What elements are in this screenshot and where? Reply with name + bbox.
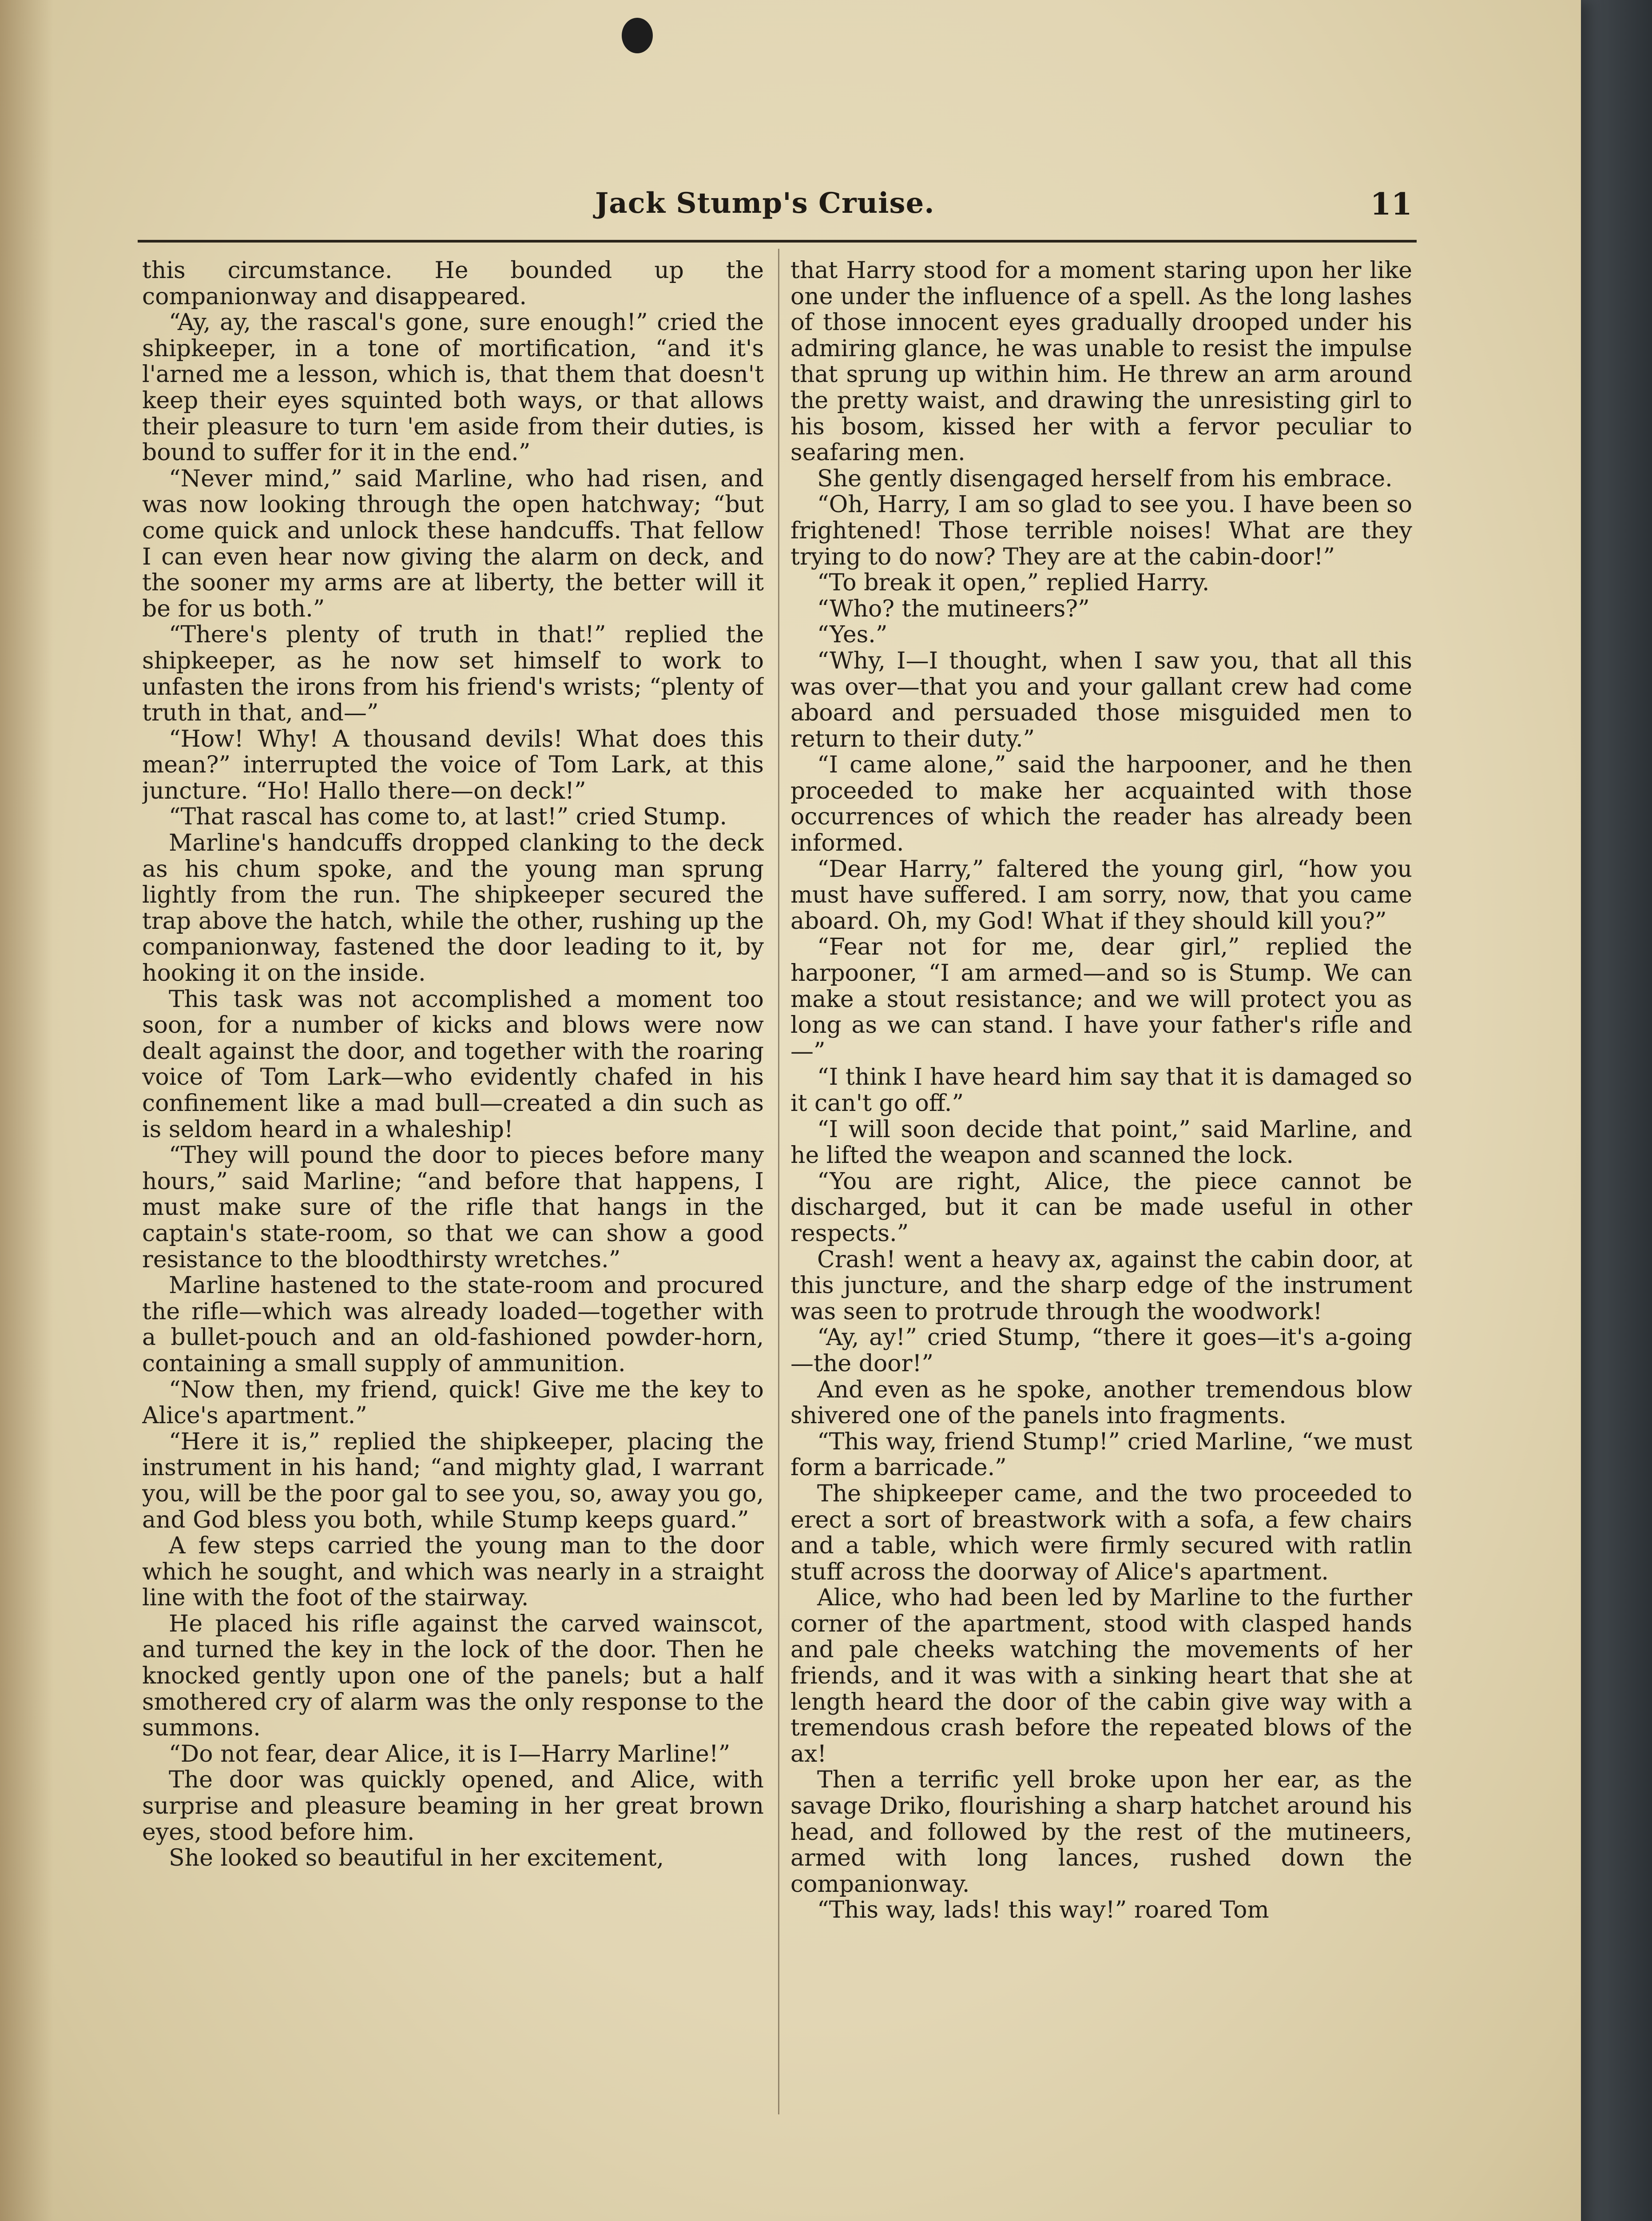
paragraph: “Dear Harry,” faltered the young girl, “how you must have suffered. I am sorry, now, that you came aboard. Oh, my God! What if they should kill you?” bbox=[790, 856, 1412, 935]
paragraph: “Why, I—I thought, when I saw you, that all this was over—that you and your gallant crew had come aboard and persuaded those misguided men to return to their duty.” bbox=[790, 647, 1412, 752]
paragraph: The shipkeeper came, and the two proceeded to erect a sort of breastwork with a sofa, a few chairs and a table, which were firmly secured with ratlin stuff across the doorway of Alice's apartment. bbox=[790, 1480, 1412, 1585]
paragraph: “Now then, my friend, quick! Give me the key to Alice's apartment.” bbox=[142, 1376, 764, 1429]
paragraph: This task was not accomplished a moment too soon, for a number of kicks and blows were now dealt against the door, and together with the roaring voice of Tom Lark—who evidently chafed in his confinement like a mad bull—created a din such as is seldom heard in a whaleship! bbox=[142, 986, 764, 1143]
paragraph: “To break it open,” replied Harry. bbox=[817, 569, 1210, 597]
paragraph: “Yes.” bbox=[817, 621, 888, 649]
paragraph: “This way, friend Stump!” cried Marline, “we must form a barricade.” bbox=[790, 1428, 1412, 1481]
text-column-right bbox=[790, 258, 1412, 2123]
page-header bbox=[142, 187, 1412, 235]
paragraph: this circumstance. He bounded up the companionway and disappeared. bbox=[142, 258, 764, 310]
header-rule bbox=[138, 240, 1417, 243]
paragraph: Marline's handcuffs dropped clanking to the deck as his chum spoke, and the young man sprung lightly from the run. The shipkeeper secured the trap above the hatch, while the other, rushing up the companionway, fastened the door leading to it, by hooking it on the inside. bbox=[142, 830, 764, 987]
paragraph: “Oh, Harry, I am so glad to see you. I have been so frightened! Those terrible noises! What are they trying to do now? They are at the cabin-door!” bbox=[790, 491, 1412, 570]
paragraph: The door was quickly opened, and Alice, with surprise and pleasure beaming in her great brown eyes, stood before him. bbox=[142, 1767, 764, 1846]
paragraph: “I think I have heard him say that it is damaged so it can't go off.” bbox=[790, 1064, 1412, 1117]
paragraph: “Ay, ay, the rascal's gone, sure enough!” cried the shipkeeper, in a tone of mortification, “and it's l'arned me a lesson, which is, that them that doesn't keep their eyes squinted both ways, or that allows their pleasure to turn 'em aside from their duties, is bound to suffer for it in the end.” bbox=[142, 309, 764, 466]
paragraph: Marline hastened to the state-room and procured the rifle—which was already loaded—together with a bullet-pouch and an old-fashioned powder-horn, containing a small supply of ammunition. bbox=[142, 1272, 764, 1377]
column-divider bbox=[778, 249, 779, 2114]
paragraph: “Never mind,” said Marline, who had risen, and was now looking through the open hatchway; “but come quick and unlock these handcuffs. That fellow I can even hear now giving the alarm on deck, and the sooner my arms are at liberty, the better will it be for us both.” bbox=[142, 465, 764, 622]
page-number: 11 bbox=[1370, 187, 1412, 222]
paragraph: “I will soon decide that point,” said Marline, and he lifted the weapon and scanned the lock. bbox=[790, 1116, 1412, 1169]
paragraph: “You are right, Alice, the piece cannot be discharged, but it can be made useful in other respects.” bbox=[790, 1168, 1412, 1247]
paragraph: “This way, lads! this way!” roared Tom bbox=[817, 1897, 1269, 1924]
paragraph: A few steps carried the young man to the door which he sought, and which was nearly in a straight line with the foot of the stairway. bbox=[142, 1532, 764, 1612]
paragraph: Then a terrific yell broke upon her ear, as the savage Driko, flourishing a sharp hatchet around his head, and followed by the rest of the mutineers, armed with long lances, rushed down the companionway. bbox=[790, 1767, 1412, 1898]
paragraph: She gently disengaged herself from his embrace. bbox=[817, 465, 1393, 492]
running-title: Jack Stump's Cruise. bbox=[595, 187, 935, 220]
paragraph: “Who? the mutineers?” bbox=[817, 595, 1090, 622]
text-column-left bbox=[142, 258, 764, 2123]
paragraph: “That rascal has come to, at last!” cried Stump. bbox=[169, 804, 727, 831]
paragraph: Crash! went a heavy ax, against the cabin door, at this juncture, and the sharp edge of the instrument was seen to protrude through the woodwork! bbox=[790, 1246, 1412, 1325]
paragraph: “They will pound the door to pieces before many hours,” said Marline; “and before that happens, I must make sure of the rifle that hangs in the captain's state-room, so that we can show a good resistance to the bloodthirsty wretches.” bbox=[142, 1142, 764, 1273]
paragraph: “Ay, ay!” cried Stump, “there it goes—it's a-going—the door!” bbox=[790, 1324, 1412, 1377]
paragraph: He placed his rifle against the carved wainscot, and turned the key in the lock of the door. Then he knocked gently upon one of the panels; but a half smothered cry of alarm was the only response to the summons. bbox=[142, 1610, 764, 1742]
paragraph: “How! Why! A thousand devils! What does this mean?” interrupted the voice of Tom Lark, at this juncture. “Ho! Hallo there—on deck!” bbox=[142, 725, 764, 804]
paragraph: “I came alone,” said the harpooner, and he then proceeded to make her acquainted with those occurrences of which the reader has already been informed. bbox=[790, 752, 1412, 857]
paragraph: She looked so beautiful in her excitement, bbox=[169, 1845, 664, 1872]
paragraph: “Here it is,” replied the shipkeeper, placing the instrument in his hand; “and mighty glad, I warrant you, will be the poor gal to see you, so, away you go, and God bless you both, while Stump keeps guard.” bbox=[142, 1428, 764, 1533]
paragraph: “There's plenty of truth in that!” replied the shipkeeper, as he now set himself to work to unfasten the irons from his friend's wrists; “plenty of truth in that, and—” bbox=[142, 621, 764, 727]
paragraph: “Fear not for me, dear girl,” replied the harpooner, “I am armed—and so is Stump. We can make a stout resistance; and we will protect you as long as we can stand. I have your father's rifle and—” bbox=[790, 934, 1412, 1065]
binding-staple-mark bbox=[622, 18, 653, 53]
paragraph: that Harry stood for a moment staring upon her like one under the influence of a spell. As the long lashes of those innocent eyes gradually drooped under his admiring glance, he was unable to resist the impulse that sprung up within him. He threw an arm around the pretty waist, and drawing the unresisting girl to his bosom, kissed her with a fervor peculiar to seafaring men. bbox=[790, 258, 1412, 466]
paragraph: “Do not fear, dear Alice, it is I—Harry Marline!” bbox=[169, 1740, 731, 1767]
paragraph: Alice, who had been led by Marline to the further corner of the apartment, stood with clasped hands and pale cheeks watching the movements of her friends, and it was with a sinking heart that she at length heard the door of the cabin give way with a tremendous crash before the repeated blows of the ax! bbox=[790, 1584, 1412, 1767]
paragraph: And even as he spoke, another tremendous blow shivered one of the panels into fragments. bbox=[790, 1376, 1412, 1429]
